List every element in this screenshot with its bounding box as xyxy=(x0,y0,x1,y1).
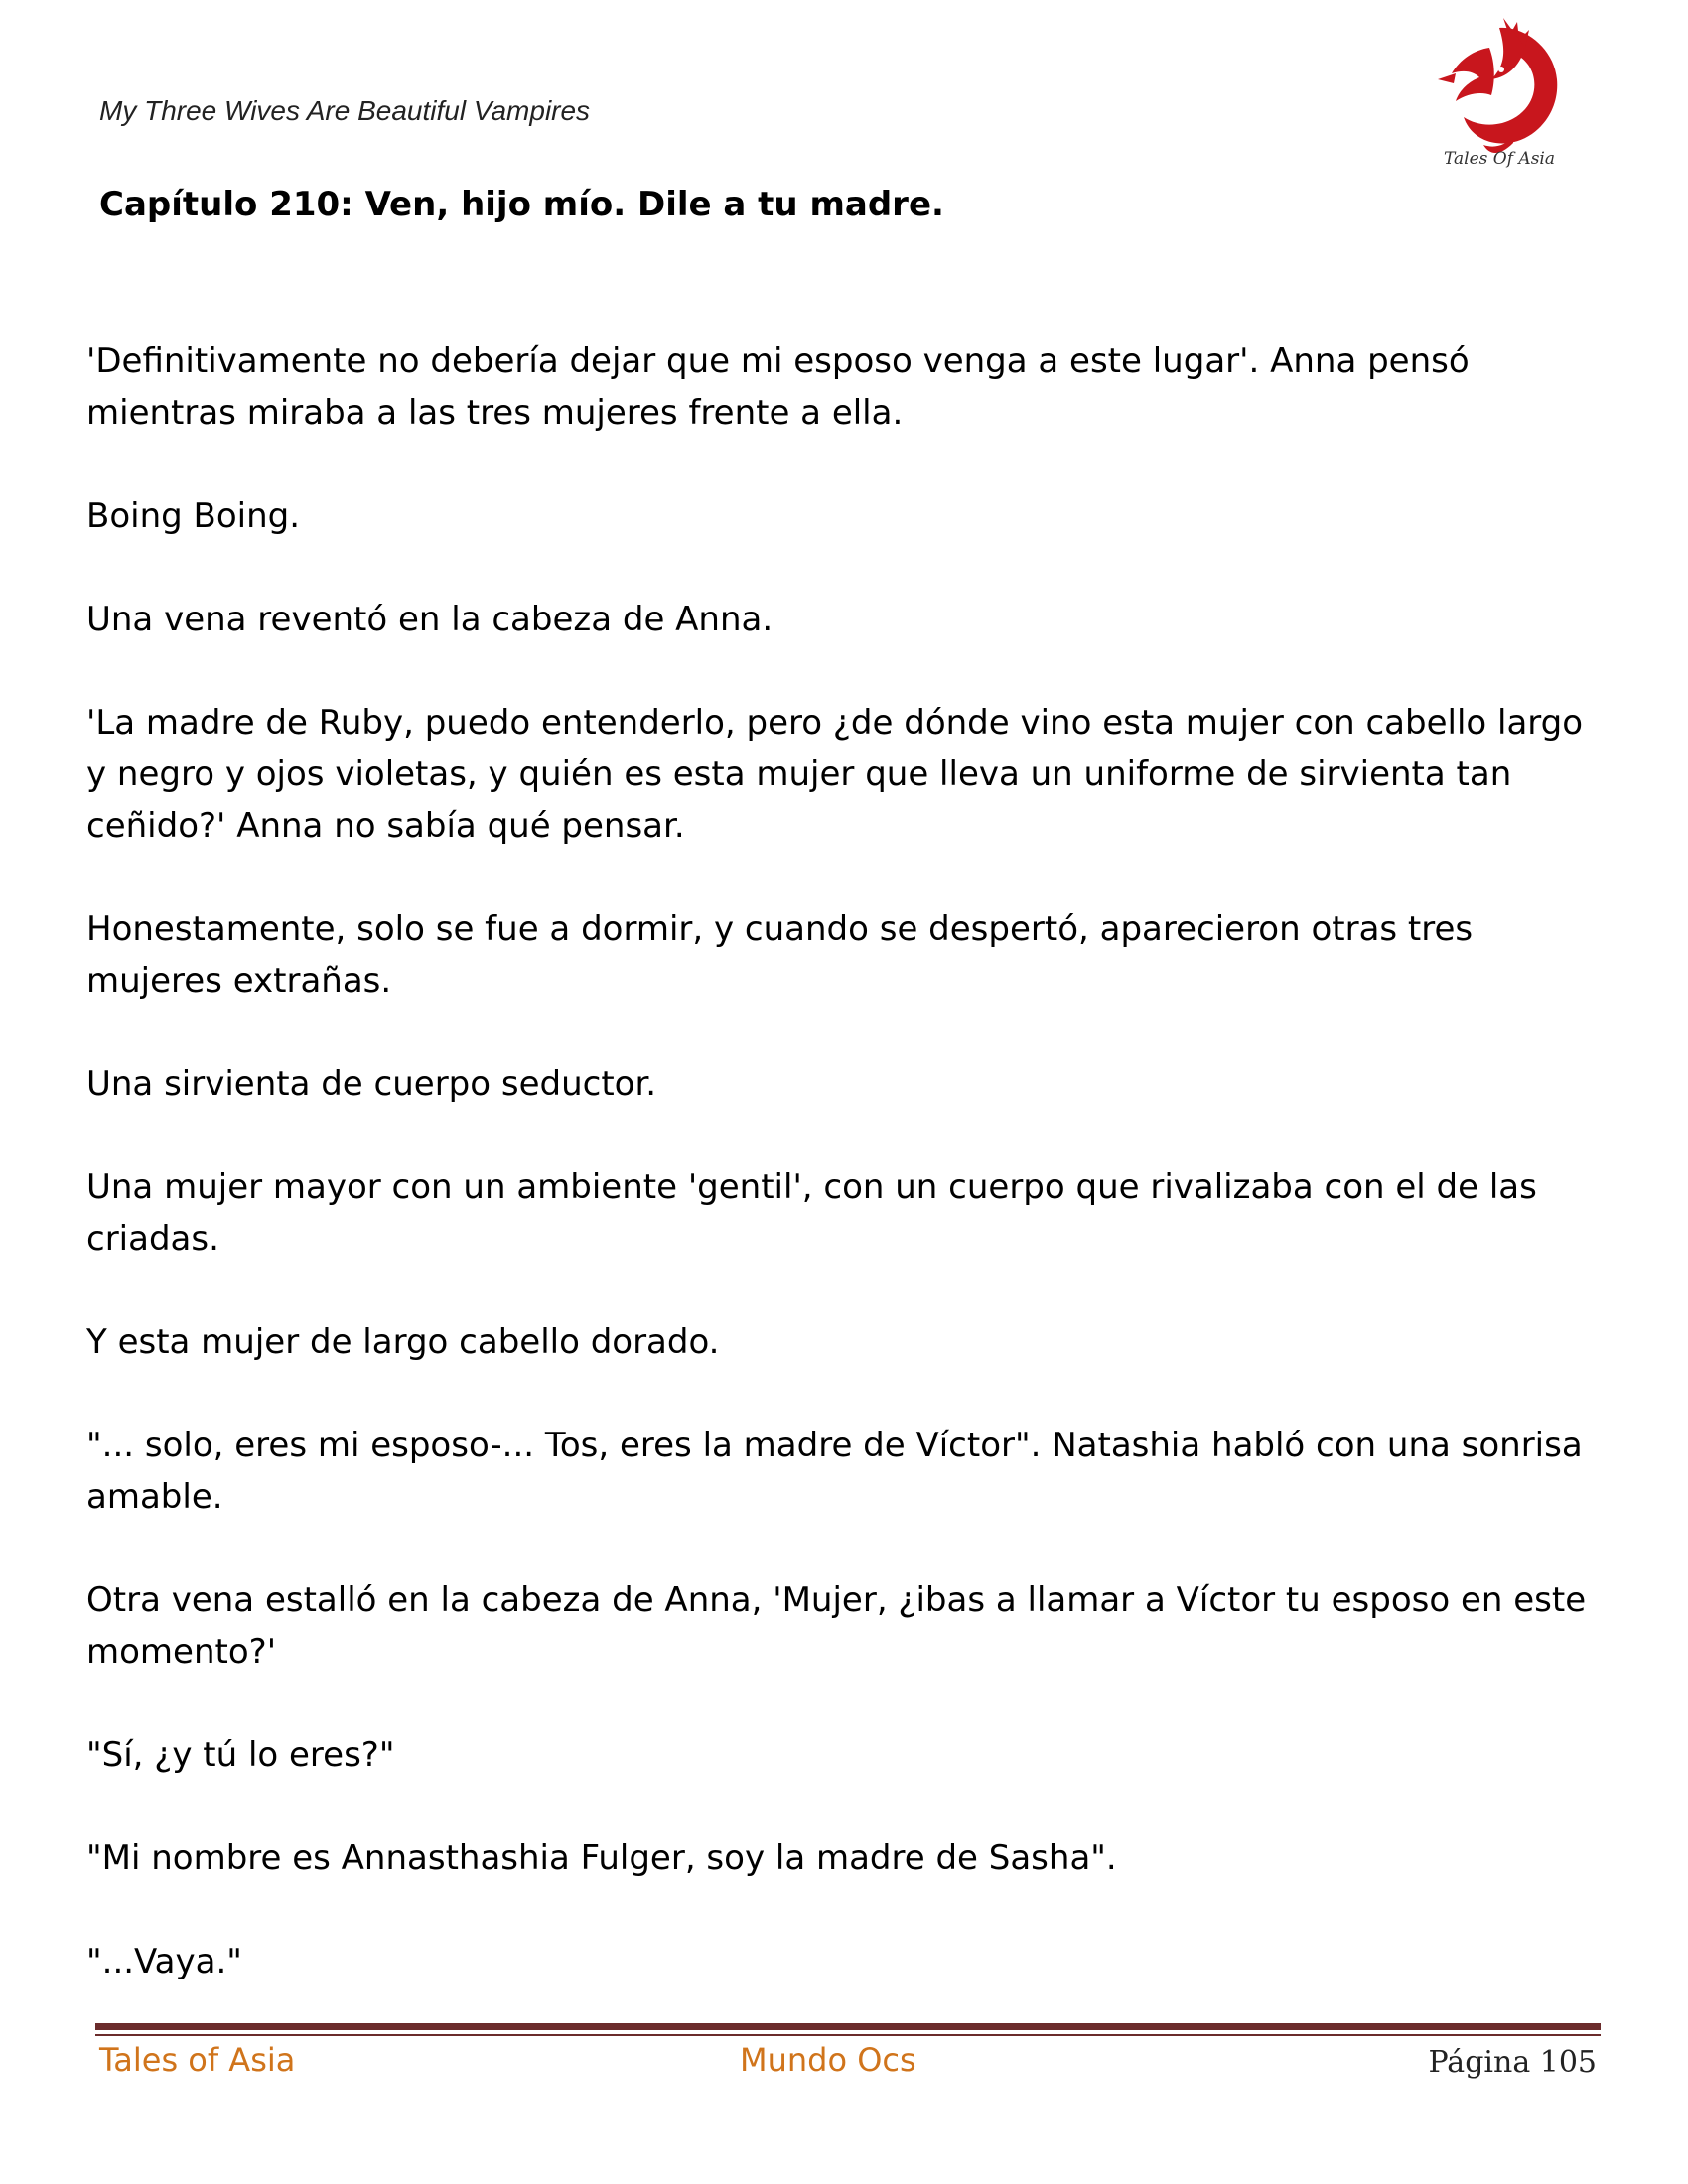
paragraph: 'La madre de Ruby, puedo entenderlo, pero ¿de dónde vino esta mujer con cabello largo y negro y ojos violetas, y quién es esta mujer que lleva un uniforme de sirvienta tan ceñido?' Anna no sabía qué pensar. xyxy=(86,703,1584,846)
chapter-title: Capítulo 210: Ven, hijo mío. Dile a tu madre. xyxy=(99,185,944,224)
book-title: My Three Wives Are Beautiful Vampires xyxy=(99,95,591,126)
footer-site-name: Tales of Asia xyxy=(99,2041,296,2079)
page-number: Página 105 xyxy=(1428,2045,1597,2080)
paragraph: Y esta mujer de largo cabello dorado. xyxy=(86,1322,720,1362)
chapter-body xyxy=(86,336,1606,2039)
paragraph: Honestamente, solo se fue a dormir, y cuando se despertó, aparecieron otras tres mujeres extrañas. xyxy=(86,909,1474,1001)
paragraph: "...Vaya." xyxy=(86,1942,242,1981)
footer-section-name: Mundo Ocs xyxy=(740,2041,916,2079)
paragraph: Una sirvienta de cuerpo seductor. xyxy=(86,1064,657,1104)
paragraph: 'Definitivamente no debería dejar que mi esposo venga a este lugar'. Anna pensó mientras miraba a las tres mujeres frente a ella. xyxy=(86,341,1470,433)
paragraph: "Sí, ¿y tú lo eres?" xyxy=(86,1735,395,1775)
footer-divider xyxy=(95,2023,1601,2030)
paragraph: Boing Boing. xyxy=(86,496,301,536)
paragraph: "... solo, eres mi esposo-... Tos, eres la madre de Víctor". Natashia habló con una sonrisa amable. xyxy=(86,1426,1583,1517)
paragraph: Otra vena estalló en la cabeza de Anna, 'Mujer, ¿ibas a llamar a Víctor tu esposo en este momento?' xyxy=(86,1580,1587,1672)
paragraph: Una vena reventó en la cabeza de Anna. xyxy=(86,600,774,639)
logo-text: Tales Of Asia xyxy=(1444,149,1555,169)
paragraph: "Mi nombre es Annasthashia Fulger, soy la madre de Sasha". xyxy=(86,1839,1117,1878)
footer-divider-thin xyxy=(95,2034,1601,2036)
paragraph: Una mujer mayor con un ambiente 'gentil', con un cuerpo que rivalizaba con el de las criadas. xyxy=(86,1167,1537,1259)
